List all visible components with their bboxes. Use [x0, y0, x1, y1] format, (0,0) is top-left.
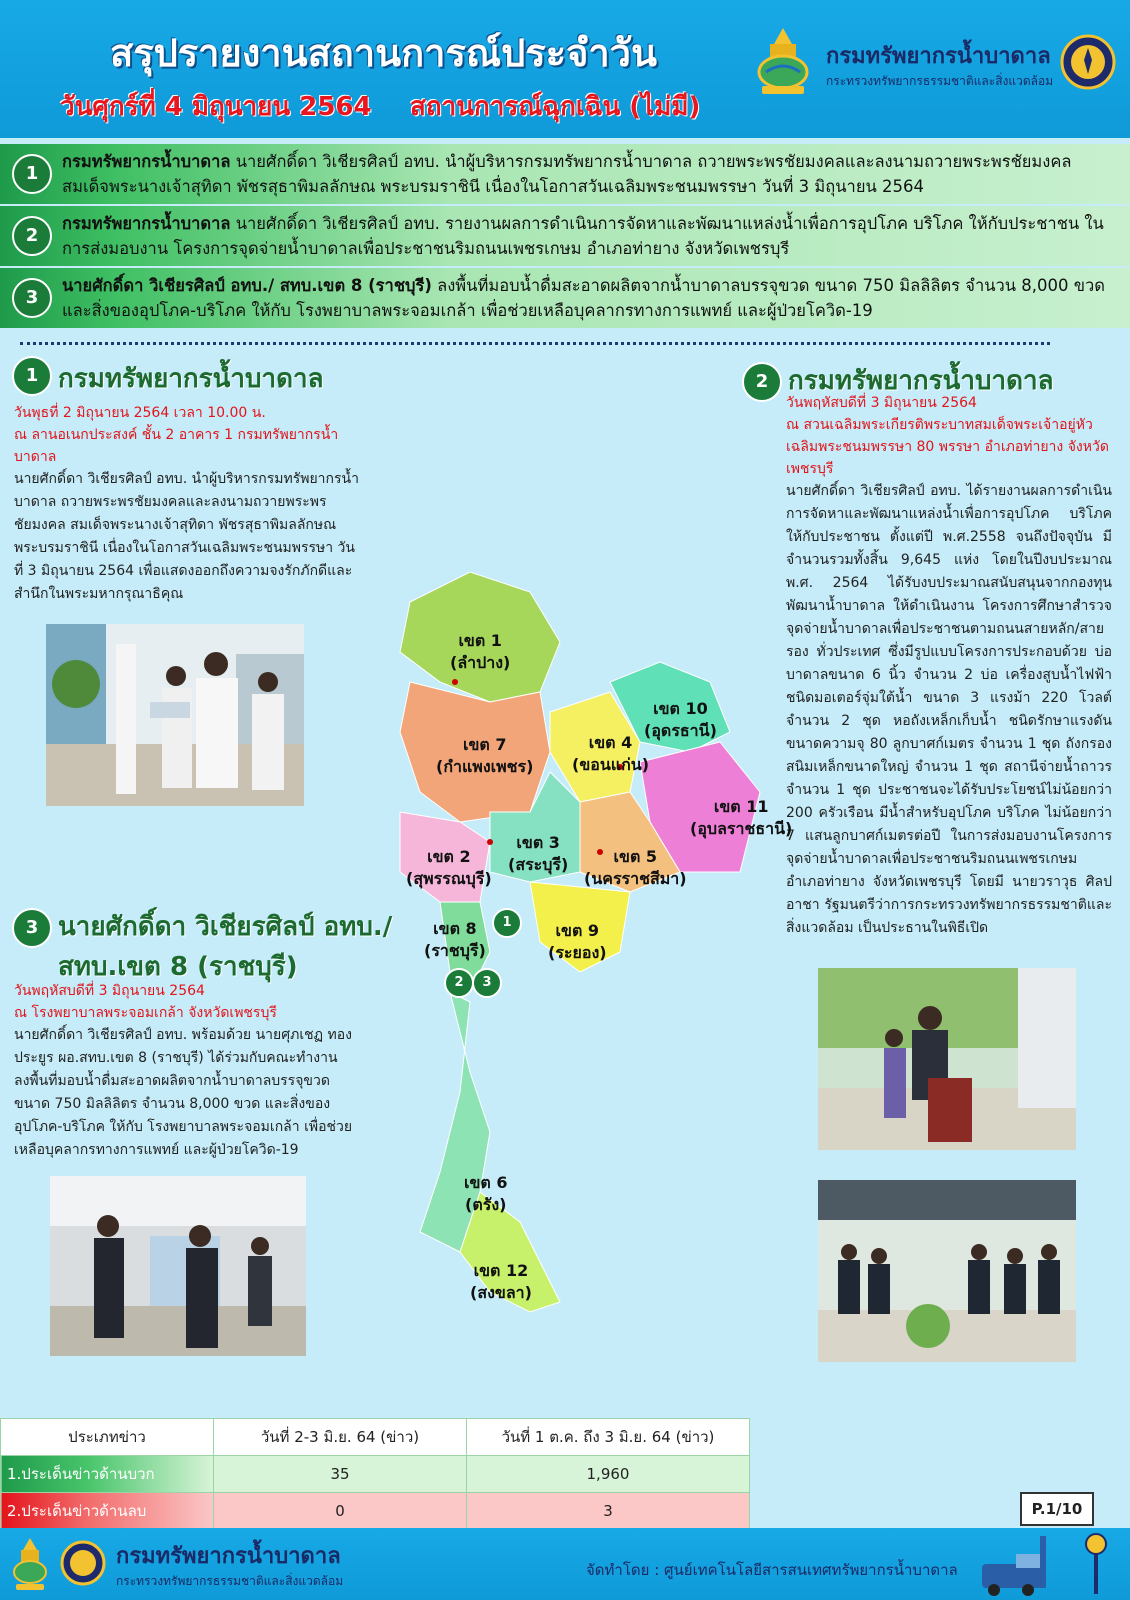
map-region-zone-9 — [548, 920, 607, 964]
section-2-number: 2 — [742, 362, 782, 402]
summary-number: 1 — [12, 154, 52, 194]
map-pin-2: 2 — [444, 968, 474, 998]
summary-item-1 — [0, 144, 1130, 204]
section-1-content — [14, 402, 364, 606]
section-divider — [20, 342, 1050, 345]
map-region-zone-11 — [690, 796, 792, 840]
page-number: P.1/10 — [1020, 1492, 1094, 1526]
map-region-zone-1 — [450, 630, 510, 674]
zone-name: (สระบุรี) — [508, 855, 569, 874]
map-pin-1: 1 — [492, 908, 522, 938]
summary-bold: กรมทรัพยากรน้ำบาดาล — [62, 152, 231, 171]
report-title: สรุปรายงานสถานการณ์ประจำวัน — [110, 31, 657, 75]
summary-bold: กรมทรัพยากรน้ำบาดาล — [62, 214, 231, 233]
section-2-title: กรมทรัพยากรน้ำบาดาล — [788, 366, 1054, 396]
section-1-title: กรมทรัพยากรน้ำบาดาล — [58, 364, 324, 394]
row-label: 2.ประเด็นข่าวด้านลบ — [1, 1493, 214, 1530]
zone-label: เขต 7 — [462, 735, 507, 754]
summary-number: 3 — [12, 278, 52, 318]
header-banner — [0, 0, 1130, 138]
zone-label: เขต 2 — [427, 847, 471, 866]
section-1-place: ณ ลานอเนกประสงค์ ชั้น 2 อาคาร 1 กรมทรัพยากรน้ำบาดาล — [14, 427, 339, 465]
summary-text — [62, 273, 1122, 323]
zone-label: เขต 1 — [458, 631, 502, 650]
table-header: ประเภทข่าว — [1, 1419, 214, 1456]
audience-photo-icon — [818, 1180, 1076, 1362]
zone-label: เขต 9 — [555, 921, 600, 940]
department-emblem-icon — [10, 1536, 50, 1592]
table-header: วันที่ 1 ต.ค. ถึง 3 มิ.ย. 64 (ข่าว) — [467, 1419, 750, 1456]
summary-text — [62, 149, 1122, 199]
section-3-body: นายศักดิ์ดา วิเชียรศิลป์ อทบ. พร้อมด้วย นายศุภเชฏ ทองประยูร ผอ.สทบ.เขต 8 (ราชบุรี) ได้ร่วมกับคณะทำงาน ลงพื้นที่มอบน้ำดื่มสะอาดผลิตจากน้ำบาดาลบรรจุขวด ขนาด 750 มิลลิลิตร จำนวน 8,000 ขวด และสิ่งของอุปโภค-บริโภค ให้กับ โรงพยาบาลพระจอมเกล้า เพื่อช่วยเหลือบุคลากรทางการแพทย์ และผู้ป่วยโควิด-19 — [14, 1027, 353, 1158]
zone-name: (ขอนแก่น) — [572, 755, 650, 774]
table-header: วันที่ 2-3 มิ.ย. 64 (ข่าว) — [214, 1419, 467, 1456]
zone-name: (อุบลราชธานี) — [690, 819, 793, 838]
ministry-seal-icon — [60, 1540, 106, 1586]
emergency-status: สถานการณ์ฉุกเฉิน (ไม่มี) — [410, 92, 701, 122]
section-1-body: นายศักดิ์ดา วิเชียรศิลป์ อทบ. นำผู้บริหารกรมทรัพยากรน้ำบาดาล ถวายพระพรชัยมงคลและลงนามถวายพระพรชัยมงคล สมเด็จพระนางเจ้าสุทิดา พัชรสุธาพิมลลักษณ พระบรมราชินี เนื่องในโอกาสวันเฉลิมพระชนมพรรษา วันที่ 3 มิถุนายน 2564 เพื่อแสดงออกถึงความจงรักภักดีและสำนึกในพระมหากรุณาธิคุณ — [14, 471, 359, 602]
section-2-photo-2 — [818, 1180, 1076, 1362]
zone-name: (ราชบุรี) — [424, 941, 486, 960]
zone-label: เขต 6 — [464, 1173, 508, 1192]
zone-label: เขต 8 — [433, 919, 477, 938]
zone-name: (สุพรรณบุรี) — [406, 869, 492, 888]
map-region-zone-6 — [464, 1172, 508, 1216]
donation-photo-icon — [50, 1176, 306, 1356]
section-2-body: นายศักดิ์ดา วิเชียรศิลป์ อทบ. ได้รายงานผลการดำเนินการจัดหาและพัฒนาแหล่งน้ำเพื่อการอุปโภค บริโภค ให้กับประชาชน ตั้งแต่ปี พ.ศ.2558 จนถึงปัจจุบัน มีจำนวนรวมทั้งสิ้น 9,645 แห่ง โดยในปีงบประมาณ พ.ศ. 2564 ได้รับงบประมาณสนับสนุนจากกองทุนพัฒนาน้ำบาดาล ให้ดำเนินงาน โครงการศึกษาสำรวจจุดจ่ายน้ำบาดาลเพื่อประชาชนตามถนนสายหลัก/สายรอง ทั่วประเทศ ซึ่งมีรูปแบบโครงการประกอบด้วย บ่อบาดาลขนาด 6 นิ้ว จำนวน 2 บ่อ เครื่องสูบน้ำไฟฟ้าชนิดมอเตอร์จุ่มใต้น้ำ ขนาด 3 แรงม้า 220 โวลต์ จำนวน 2 ชุด หอถังเหล็กเก็บน้ำ ชนิดรักษาแรงดัน ขนาดความจุ 80 ลูกบาศก์เมตร จำนวน 1 ชุด ถังกรองสนิมเหล็กขนาดใหญ่ จำนวน 1 ชุด สถานีจ่ายน้ำถาวร จำนวน 1 ชุด ประชาชนจะได้รับประโยชน์ไม่น้อยกว่า 200 ครัวเรือน มีน้ำสำหรับอุปโภค บริโภค ไม่น้อยกว่า 7 แสนลูกบาศก์เมตรต่อปี ในการส่งมอบงานโครงการจุดจ่ายน้ำบาดาลเพื่อประชาชนริมถนนเพชรเกษม อำเภอท่ายาง จังหวัดเพชรบุรี โดยมี นายวราวุธ ศิลปอาชา รัฐมนตรีว่าการกระทรวงทรัพยากรธรรมชาติและสิ่งแวดล้อม เป็นประธานในพิธีเปิด — [786, 483, 1112, 936]
map-region-zone-4 — [572, 732, 649, 776]
row-total-count: 3 — [467, 1493, 750, 1530]
summary-body: นายศักดิ์ดา วิเชียรศิลป์ อทบ. รายงานผลการดำเนินการจัดหาและพัฒนาแหล่งน้ำเพื่อการอุปโภค บริโภค ให้กับประชาชน ในการส่งมอบงาน โครงการจุดจ่ายน้ำบาดาลเพื่อประชาชนริมถนนเพชรเกษม อำเภอท่ายาง จังหวัดเพชรบุรี — [62, 214, 1104, 258]
summary-item-2 — [0, 206, 1130, 266]
map-region-zone-3 — [508, 832, 568, 876]
zone-name: (อุดรธานี) — [644, 721, 717, 740]
zone-label: เขต 3 — [516, 833, 560, 852]
zone-name: (นครราชสีมา) — [584, 869, 687, 888]
zone-label: เขต 12 — [473, 1261, 529, 1280]
section-3-number: 3 — [12, 908, 52, 948]
map-region-zone-5 — [584, 846, 687, 890]
summary-number: 2 — [12, 216, 52, 256]
drilling-truck-icon — [976, 1530, 1116, 1598]
section-2-content — [786, 392, 1112, 940]
summary-bold: นายศักดิ์ดา วิเชียรศิลป์ อทบ./ สทบ.เขต 8 (ราชบุรี) — [62, 276, 432, 295]
department-emblem-icon — [752, 26, 814, 96]
zone-name: (ตรัง) — [465, 1195, 507, 1214]
report-date: วันศุกร์ที่ 4 มิถุนายน 2564 — [60, 92, 372, 122]
table-header-row — [1, 1419, 750, 1456]
summary-body: ลงพื้นที่มอบน้ำดื่มสะอาดผลิตจากน้ำบาดาลบรรจุขวด ขนาด 750 มิลลิลิตร จำนวน 8,000 ขวด และสิ่งของอุปโภค-บริโภค ให้กับ โรงพยาบาลพระจอมเกล้า เพื่อช่วยเหลือบุคลากรทางการแพทย์ และผู้ป่วยโควิด-19 — [62, 276, 1106, 320]
map-region-zone-12 — [470, 1260, 532, 1304]
section-2-date: วันพฤหัสบดีที่ 3 มิถุนายน 2564 — [786, 395, 977, 411]
summary-text — [62, 211, 1122, 261]
row-total-count: 1,960 — [467, 1456, 750, 1493]
section-3-title-line2: สทบ.เขต 8 (ราชบุรี) — [58, 952, 298, 982]
header-ministry-name: กระทรวงทรัพยากรธรรมชาติและสิ่งแวดล้อม — [826, 74, 1054, 88]
table-row-negative — [1, 1493, 750, 1530]
summary-body: นายศักดิ์ดา วิเชียรศิลป์ อทบ. นำผู้บริหารกรมทรัพยากรน้ำบาดาล ถวายพระพรชัยมงคลและลงนามถวายพระพรชัยมงคล สมเด็จพระนางเจ้าสุทิดา พัชรสุธาพิมลลักษณ พระบรมราชินี เนื่องในโอกาสวันเฉลิมพระชนมพรรษา วันที่ 3 มิถุนายน 2564 — [62, 152, 1072, 196]
header-org-name: กรมทรัพยากรน้ำบาดาล — [826, 44, 1051, 69]
footer-made-by: จัดทำโดย : ศูนย์เทคโนโลยีสารสนเทศทรัพยากรน้ำบาดาล — [586, 1561, 958, 1579]
section-3-title-line1: นายศักดิ์ดา วิเชียรศิลป์ อทบ./ — [58, 912, 393, 942]
map-pin-3: 3 — [472, 968, 502, 998]
map-region-zone-8 — [424, 918, 486, 962]
summary-item-3 — [0, 268, 1130, 328]
section-3-content — [14, 980, 364, 1162]
row-recent-count: 35 — [214, 1456, 467, 1493]
zone-name: (สงขลา) — [470, 1283, 532, 1302]
section-1-number: 1 — [12, 356, 52, 396]
section-2-place: ณ สวนเฉลิมพระเกียรติพระบาทสมเด็จพระเจ้าอยู่หัว เฉลิมพระชนมพรรษา 80 พรรษา อำเภอท่ายาง จังหวัดเพชรบุรี — [786, 417, 1109, 477]
row-label: 1.ประเด็นข่าวด้านบวก — [1, 1456, 214, 1493]
zone-name: (กำแพงเพชร) — [436, 757, 534, 776]
zone-name: (ระยอง) — [548, 943, 607, 962]
section-2-photo-1 — [818, 968, 1076, 1150]
section-3-place: ณ โรงพยาบาลพระจอมเกล้า จังหวัดเพชรบุรี — [14, 1005, 277, 1021]
news-stats-table — [0, 1418, 750, 1530]
map-region-zone-2 — [406, 846, 492, 890]
thailand-region-map — [380, 572, 780, 1362]
ministry-seal-icon — [1060, 34, 1116, 90]
section-1-photo — [46, 624, 304, 806]
speech-photo-icon — [818, 968, 1076, 1150]
section-1-date: วันพุธที่ 2 มิถุนายน 2564 เวลา 10.00 น. — [14, 405, 266, 421]
map-region-zone-10 — [644, 698, 717, 742]
zone-label: เขต 4 — [588, 733, 633, 752]
zone-label: เขต 11 — [713, 797, 769, 816]
map-region-zone-7 — [436, 734, 533, 778]
table-row-positive — [1, 1456, 750, 1493]
zone-name: (ลำปาง) — [450, 653, 511, 672]
footer-banner — [0, 1528, 1130, 1600]
ceremony-photo-icon — [46, 624, 304, 806]
section-3-date: วันพฤหัสบดีที่ 3 มิถุนายน 2564 — [14, 983, 205, 999]
zone-label: เขต 5 — [613, 847, 658, 866]
zone-label: เขต 10 — [653, 699, 708, 718]
footer-org-name: กรมทรัพยากรน้ำบาดาล — [116, 1544, 341, 1569]
footer-ministry-name: กระทรวงทรัพยากรธรรมชาติและสิ่งแวดล้อม — [116, 1574, 344, 1588]
section-3-photo — [50, 1176, 306, 1356]
row-recent-count: 0 — [214, 1493, 467, 1530]
